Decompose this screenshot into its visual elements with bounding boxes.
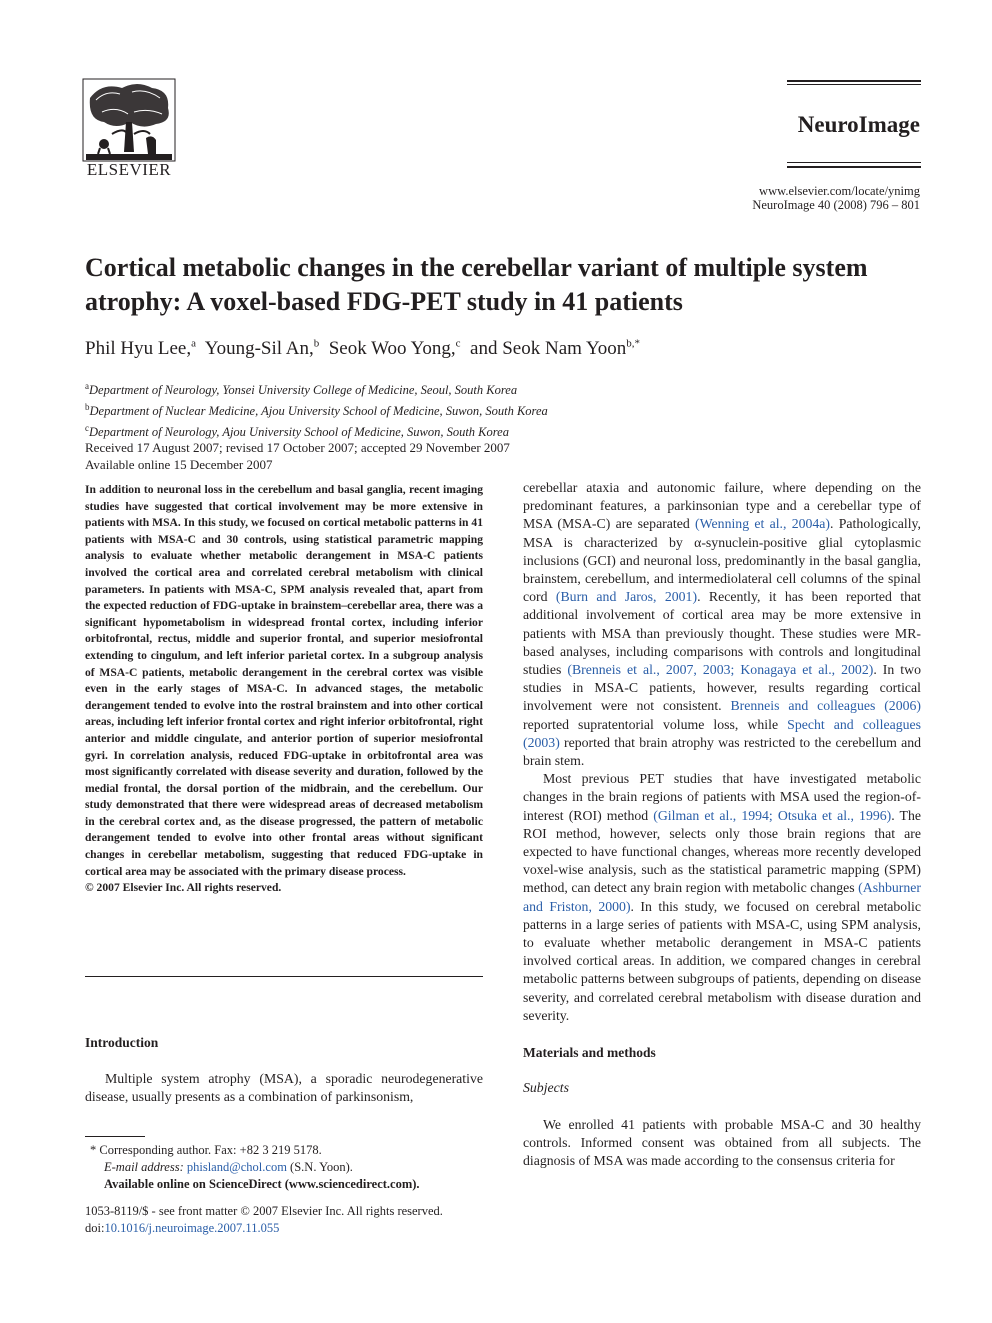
ref-burn-jaros-2001[interactable]: (Burn and Jaros, 2001) <box>555 589 698 605</box>
received-dates: Received 17 August 2007; revised 17 October 2007; accepted 29 November 2007 <box>85 440 510 455</box>
author-3: Seok Woo Yong,$^c$ <box>328 338 461 360</box>
intro-heading: Introduction <box>85 1035 159 1050</box>
sciencedirect-line: Available online on ScienceDirect (www.sciencedirect.com). <box>104 1177 420 1191</box>
footnotes <box>85 1142 483 1193</box>
affiliation-c: $^c$Department of Neurology, Ajou University School of Medicine, Suwon, South Korea <box>85 423 509 440</box>
footnote-divider <box>85 1136 145 1137</box>
affiliation-b: $^b$Department of Nuclear Medicine, Ajou University School of Medicine, Suwon, South Korea <box>85 402 548 419</box>
email-link[interactable]: phisland@chol.com <box>186 1160 287 1174</box>
issn-line: 1053-8119/$ - see front matter © 2007 Elsevier Inc. All rights reserved. <box>85 1204 443 1218</box>
affiliation-list <box>85 378 548 441</box>
article-dates <box>85 439 510 473</box>
journal-meta <box>752 184 920 212</box>
author-4: and Seok Nam Yoon$^{b,*}$ <box>470 338 641 360</box>
journal-name: NeuroImage <box>797 112 920 137</box>
ref-brenneis-2006[interactable]: Brenneis and colleagues (2006) <box>730 698 921 714</box>
header-rule-bottom-1 <box>787 162 921 163</box>
subjects-paragraph: We enrolled 41 patients with probable MSA-C and 30 healthy controls. Informed consent was obtained from all subjects. The diagnosis of MSA was made according to the consensus criteria for <box>523 1116 921 1168</box>
elsevier-logo <box>82 78 176 182</box>
journal-citation: NeuroImage 40 (2008) 796 – 801 <box>752 198 920 212</box>
publisher-name: ELSEVIER <box>86 160 172 179</box>
ref-brenneis-konagaya[interactable]: (Brenneis et al., 2007, 2003; Konagaya et al., 2002) <box>567 662 874 678</box>
article-title: Cortical metabolic changes in the cerebellar variant of multiple system atrophy: A voxel-based FDG-PET study in 41 patients <box>85 253 868 316</box>
abstract <box>85 482 483 897</box>
elsevier-tree-icon <box>82 78 176 162</box>
author-2: Young-Sil An,$^b$ <box>204 338 320 360</box>
page-footer <box>85 1203 443 1237</box>
ref-ashburner-friston-2000[interactable]: (Ashburner and Friston, 2000) <box>523 880 921 914</box>
corresponding-author: * Corresponding author. Fax: +82 3 219 5178. <box>90 1143 322 1157</box>
ref-specht-2003[interactable]: Specht and colleagues (2003) <box>523 716 921 750</box>
ref-gilman-otsuka[interactable]: (Gilman et al., 1994; Otsuka et al., 1996) <box>653 807 892 823</box>
header-rule-bottom-2 <box>787 166 921 168</box>
ref-wenning-2004a[interactable]: (Wenning et al., 2004a) <box>695 516 831 532</box>
author-list <box>85 338 640 360</box>
intro-paragraph: Multiple system atrophy (MSA), a sporadic neurodegenerative disease, usually presents as a combination of parkinsonism, <box>85 1071 483 1105</box>
available-date: Available online 15 December 2007 <box>85 457 273 472</box>
doi-line: doi:10.1016/j.neuroimage.2007.11.055 <box>85 1221 280 1235</box>
email-line: E-mail address: phisland@chol.com (S.N. Yoon). <box>104 1160 353 1174</box>
subjects-heading: Subjects <box>523 1080 569 1096</box>
header-rule-top-1 <box>787 80 921 82</box>
copyright-line: © 2007 Elsevier Inc. All rights reserved. <box>85 881 282 895</box>
abstract-text: In addition to neuronal loss in the cerebellum and basal ganglia, recent imaging studies have suggested that cortical involvement may be more extensive in patients with MSA. In this study, we focused on cortical metabolic patterns in 41 patients with MSA-C and 30 controls, using statistical parametric mapping analysis to evaluate whether metabolic derangement in MSA-C patients involved the cortical area and correlated cerebral metabolism with clinical parameters. In patients with MSA-C, SPM analysis revealed that, apart from the expected reduction of FDG-uptake in brainstem–cerebellar area, there was a significant hypometabolism in widespread frontal cortex, including inferior orbitofrontal, rectus, middle and superior frontal, and superior mesiofrontal extending to cingulum, and left inferior parietal cortex. In a subgroup analysis of MSA-C patients, metabolic derangement in the cerebral cortex was visible even in the early stages of MSA-C. In advanced stages, the metabolic derangement tended to evolve into the rostral brainstem and into other cortical areas, including left inferior frontal cortex and right inferior orbitofrontal, right anterior and middle cingulate, and anterior portion of superior mesiofrontal gyri. In correlation analysis, reduced FDG-uptake in orbitofrontal area was most significantly correlated with disease severity and duration, followed by the medial frontal, the dorsal portion of the midbrain, and the cerebellum. Our study demonstrated that there were widespread areas of decreased metabolism in the cerebral cortex and, as the disease progressed, the pattern of metabolic derangement tended to evolve into other frontal areas without significant changes in cerebellar metabolism, suggesting that reduced FDG-uptake in cortical area may be associated with the primary disease process. <box>85 483 483 878</box>
journal-url[interactable]: www.elsevier.com/locate/ynimg <box>759 184 920 198</box>
methods-heading: Materials and methods <box>523 1045 656 1061</box>
intro-continued-paragraph: cerebellar ataxia and autonomic failure, where depending on the predominant features, a parkinsonian type and a cerebellar type of MSA (MSA-C) are separated (Wenning et al., 2004a). Pathologically, MSA is characterized by α-synuclein-positive glial cytoplasmic inclusions (GCI) and neuronal loss, predominantly in the basal ganglia, brainstem, cerebellum, and intermediolateral cell columns of the spinal cord (Burn and Jaros, 2001). Recently, it has been reported that additional involvement of cortical area may be more extensive in patients with MSA than previously thought. These studies were MR-based analyses, including comparisons with controls and longitudinal studies (Brenneis et al., 2007, 2003; Konagaya et al., 2002). In two studies in MSA-C patients, however, results regarding cortical involvement were not consistent. Brenneis and colleagues (2006) reported supratentorial volume loss, while Specht and colleagues (2003) reported that brain atrophy was restricted to the cerebellum and brain stem. <box>523 480 921 769</box>
affiliation-a: $^a$Department of Neurology, Yonsei University College of Medicine, Seoul, South Korea <box>85 381 518 398</box>
header-rule-top-2 <box>787 84 921 85</box>
abstract-divider <box>85 976 483 977</box>
author-1: Phil Hyu Lee,$^a$ <box>85 338 196 360</box>
doi-link[interactable]: 10.1016/j.neuroimage.2007.11.055 <box>104 1221 280 1235</box>
right-column <box>523 479 921 1170</box>
pet-studies-paragraph: Most previous PET studies that have investigated metabolic changes in the brain regions of patients with MSA used the region-of-interest (ROI) method (Gilman et al., 1994; Otsuka et al., 1996). The ROI method, however, selects only those brain regions that are expected to have functional changes, whereas more recently developed voxel-wise analysis, such as the statistical parametric mapping (SPM) method, can detect any brain region with metabolic changes (Ashburner and Friston, 2000). In this study, we focused on cerebral metabolic patterns in a large series of patients with MSA-C, using SPM analysis, to evaluate whether metabolic derangement in MSA-C patients involved cortical areas. In addition, we compared changes in cerebral metabolic patterns between subgroups of patients, depending on disease severity, and correlated cerebral metabolism with disease duration and severity. <box>523 771 921 1023</box>
